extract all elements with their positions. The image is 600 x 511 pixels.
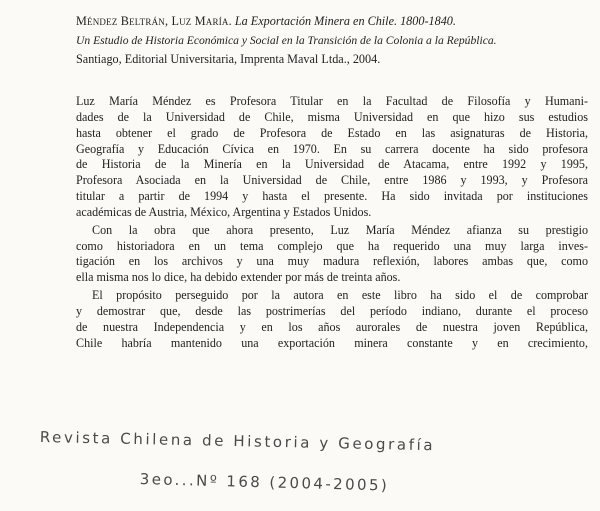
- text-line: hasta obtener el grado de Profesora de Estado en las asignaturas de Historia,: [76, 125, 588, 140]
- text-line: de nuestra Independencia y en los años aurorales de nuestra joven República,: [76, 319, 588, 334]
- text-line: titular a partir de 1994 y hasta el presente. Ha sido invitada por instituciones: [76, 189, 588, 204]
- text-line: como historiadora en un tema complejo que ha requerido una muy larga inves-: [76, 238, 588, 253]
- text-line: Luz María Méndez es Profesora Titular en la Facultad de Filosofía y Humani-: [76, 94, 588, 108]
- text-line: Con la obra que ahora presento, Luz María Méndez afianza su prestigio: [92, 222, 588, 237]
- paragraph-work-presentation: [76, 223, 588, 286]
- text-line: dades de la Universidad de Chile, misma Universidad en que hizo sus estudios: [76, 109, 588, 124]
- citation-subtitle: Un Estudio de Historia Económica y Social en la Transición de la Colonia a la República.: [76, 34, 497, 47]
- text-line: Chile habría mantenido una exportación minera constante y en crecimiento,: [76, 335, 588, 350]
- text-line: Geografía y Educación Cívica en 1970. En su carrera docente ha sido profesora: [76, 141, 588, 156]
- handwritten-journal-name: Revista Chilena de Historia y Geografía: [39, 428, 436, 455]
- text-line: ella misma nos lo dice, ha debido extender por más de treinta años.: [76, 270, 401, 285]
- text-line: académicas de Austria, México, Argentina y Estados Unidos.: [76, 204, 372, 219]
- text-line: Profesora Asociada en la Universidad de Chile, entre 1986 y 1993, y Profesora: [76, 173, 588, 188]
- bibliographic-citation: [76, 12, 576, 69]
- citation-title: La Exportación Minera en Chile. 1800-1840.: [234, 14, 456, 28]
- paragraph-author-bio: [76, 94, 588, 221]
- review-body: [76, 94, 588, 352]
- text-line: de Historia de la Minería en la Universidad de Atacama, entre 1992 y 1995,: [76, 157, 588, 172]
- handwritten-issue-number: 3eo...Nº 168 (2004-2005): [139, 470, 390, 495]
- citation-line-1: [76, 12, 576, 31]
- citation-author: Méndez Beltrán, Luz María.: [76, 14, 232, 28]
- text-line: El propósito perseguido por la autora en este libro ha sido el de comprobar: [92, 288, 588, 303]
- paragraph-purpose: [76, 288, 588, 351]
- text-line: tigación en los archivos y una muy madura reflexión, labores ambas que, como: [76, 254, 588, 269]
- handwritten-annotation: [0, 418, 600, 508]
- citation-publisher: Santiago, Editorial Universitaria, Imprenta Maval Ltda., 2004.: [76, 52, 381, 66]
- text-line: y demostrar que, desde las postrimerías del período indiano, durante el proceso: [76, 303, 588, 318]
